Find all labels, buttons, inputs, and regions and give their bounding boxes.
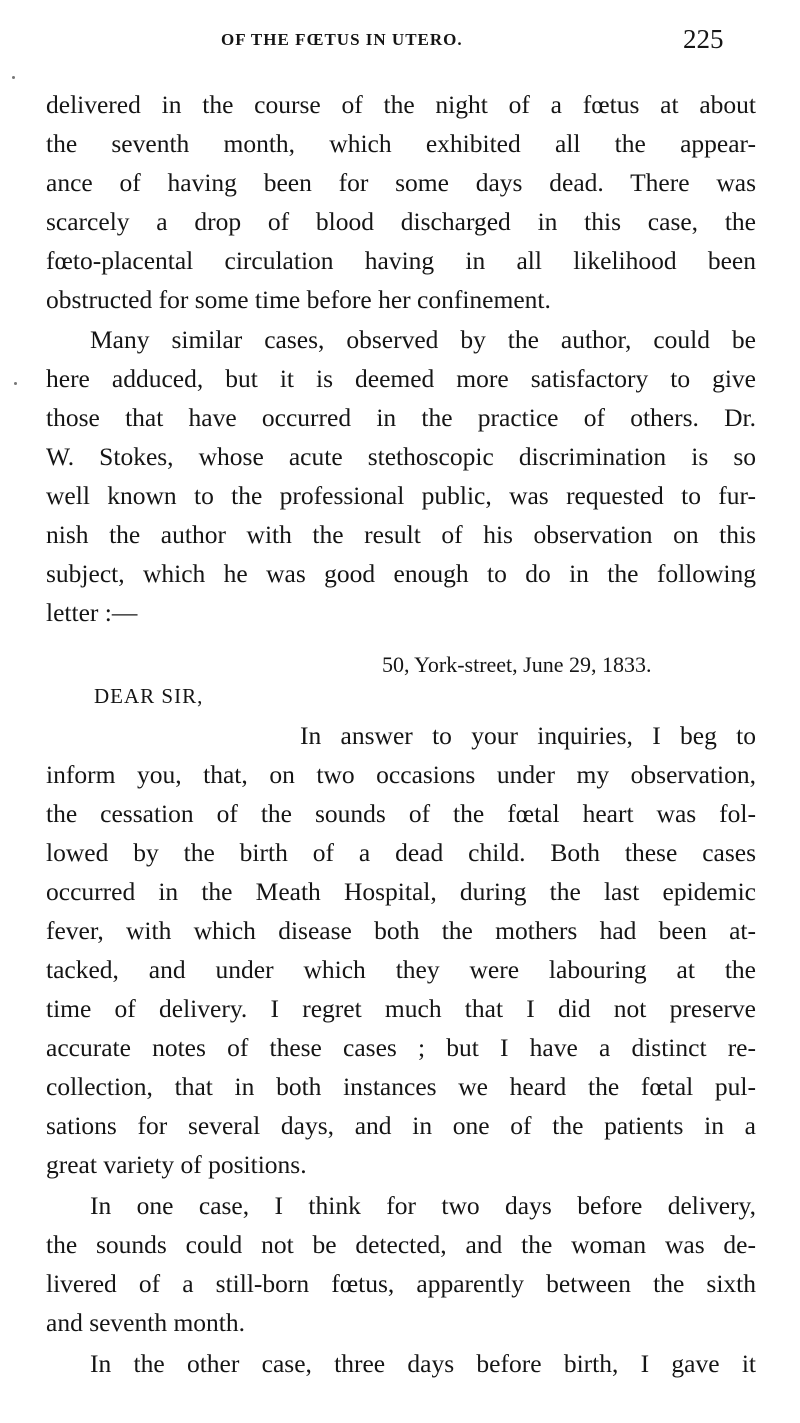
text-line: great variety of positions. [46,1150,307,1179]
text-line: In one case, I think for two days before delivery, [90,1191,756,1220]
text-line: letter :— [46,598,138,627]
paper-speck [12,76,15,79]
text-line: lowed by the birth of a dead child. Both these cases [46,838,756,867]
text-line: In the other case, three days before birth, I gave it [90,1349,756,1378]
text-line: In answer to your inquiries, I beg to [300,721,756,750]
letter-salutation: DEAR SIR, [94,684,204,708]
text-line: the seventh month, which exhibited all the appear- [46,129,756,158]
text-line: sations for several days, and in one of the patients in a [46,1111,756,1140]
text-line: fever, with which disease both the mothers had been at- [46,916,756,945]
page-number: 225 [683,24,724,54]
text-line: accurate notes of these cases ; but I have a distinct re- [46,1033,756,1062]
text-line: Many similar cases, observed by the author, could be [90,325,756,354]
text-line: here adduced, but it is deemed more satisfactory to give [46,364,756,393]
running-title: OF THE FŒTUS IN UTERO. [221,30,463,49]
text-line: occurred in the Meath Hospital, during the last epidemic [46,877,756,906]
text-line: W. Stokes, whose acute stethoscopic discrimination is so [46,442,756,471]
text-line: livered of a still-born fœtus, apparently between the sixth [46,1269,756,1298]
text-line: nish the author with the result of his observation on this [46,520,756,549]
text-line: scarcely a drop of blood discharged in this case, the [46,207,756,236]
paper-speck [14,382,17,385]
text-line: and seventh month. [46,1308,246,1337]
text-line: the sounds could not be detected, and the woman was de- [46,1230,756,1259]
text-line: tacked, and under which they were labouring at the [46,955,756,984]
text-line: subject, which he was good enough to do in the following [46,559,756,588]
letter-dateline: 50, York-street, June 29, 1833. [382,652,652,677]
text-line: fœto-placental circulation having in all likelihood been [46,246,756,275]
text-line: time of delivery. I regret much that I did not preserve [46,994,756,1023]
text-line: inform you, that, on two occasions under my observation, [46,760,756,789]
text-line: delivered in the course of the night of a fœtus at about [46,90,756,119]
text-line: the cessation of the sounds of the fœtal heart was fol- [46,799,756,828]
text-line: those that have occurred in the practice of others. Dr. [46,403,756,432]
text-line: collection, that in both instances we heard the fœtal pul- [46,1072,756,1101]
text-line: ance of having been for some days dead. There was [46,168,756,197]
text-line: well known to the professional public, was requested to fur- [46,481,756,510]
text-line: obstructed for some time before her confinement. [46,285,551,314]
